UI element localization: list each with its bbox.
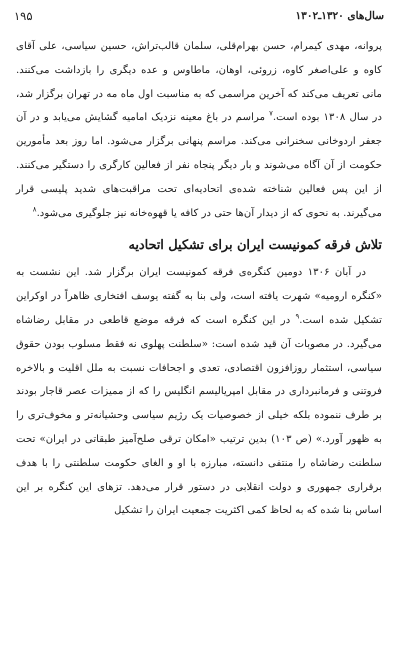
paragraph-1-text-continued: مراسم در باغ معینه نزدیک امامیه گشایش می‌یابد و در آن جعفر اردوخانی سخنرانی می‌کند. مراسم پنهانی برگزار می‌شود. اما روز بعد مأمورین حکومت از آن آگاه می‌شوند و بار دیگر پنجاه نفر از فعالین کارگری را دستگیر می‌کنند. از این پس فعالین شناخته شده‌ی اتحادیه‌ای تحت مراقبت‌های شدید پلیسی قرار می‌گیرند. به نحوی که از دیدار آن‌ها حتی در کافه یا قهوه‌خانه نیز جلوگیری می‌شود. bbox=[16, 112, 382, 219]
footnote-marker: ۷ bbox=[269, 110, 273, 118]
running-head-title: سال‌های ۱۳۲۰ـ۱۳۰۲ bbox=[295, 10, 384, 22]
page-number: ۱۹۵ bbox=[14, 9, 33, 23]
paragraph-2-text-continued: در این کنگره است که فرقه موضع قاطعی در مقابل رضاشاه می‌گیرد. در مصوبات آن قید شده است: «سلطنت پهلوی نه فقط مسلوب بودن حقوق سیاسی، استثمار روزافزون اقتصادی، تعدی و اجحافات نسبت به ملل اقلیت و بالاخره فروتنی و فرمانبرداری در مقابل امپریالیسم انگلیس را که از ممیزات عصر قاجار بودند بر طرف ننموده بلکه خیلی از خصوصیات یک رژیم سیاسی وحشیانه‌تر و مخوف‌تری را به ظهور آورد.» (ص ۱۰۳) بدین ترتیب «امکان ترقی صلح‌آمیز طبقاتی در ایران» تحت سلطنت رضاشاه را منتفی دانسته، مبارزه با او و الغای حکومت سلطنتی را با هدف برقراری جمهوری و دولت انقلابی در دستور قرار می‌دهد. تزهای این کنگره بر این اساس بنا شده که به لحاظ کمی اکثریت جمعیت ایران را تشکیل bbox=[16, 314, 382, 517]
paragraph-1 bbox=[16, 35, 382, 225]
footnote-marker: ۸ bbox=[32, 205, 37, 214]
paragraph-2 bbox=[16, 261, 382, 523]
paragraph-2-text: در آبان ۱۳۰۶ دومین کنگره‌ی فرقه کمونیست ایران برگزار شد. این نشست به «کنگره ارومیه» شهرت یافته است، ولی بنا به گفته یوسف افتخاری ظاهراً در اوکراین تشکیل شده است. bbox=[16, 267, 382, 326]
running-head bbox=[14, 8, 384, 24]
paragraph-1-text: پروانه، مهدی کیمرام، حسن بهرام‌قلی، سلمان قالب‌تراش، حسین سیاسی، علی آقای کاوه و علی‌اصغر کاوه، زروئی، اوهان، ماطاوس و عده دیگری را بازداشت می‌کنند. مانی تعریف می‌کند که آخرین مراسمی که به مناسبت اول ماه مه در تهران برگزار شد، در سال ۱۳۰۸ بوده است. bbox=[16, 41, 382, 124]
section-heading: تلاش فرقه کمونیست ایران برای تشکیل اتحادیه bbox=[128, 238, 382, 254]
page-body bbox=[16, 35, 382, 523]
footnote-marker: ۹ bbox=[295, 312, 300, 321]
